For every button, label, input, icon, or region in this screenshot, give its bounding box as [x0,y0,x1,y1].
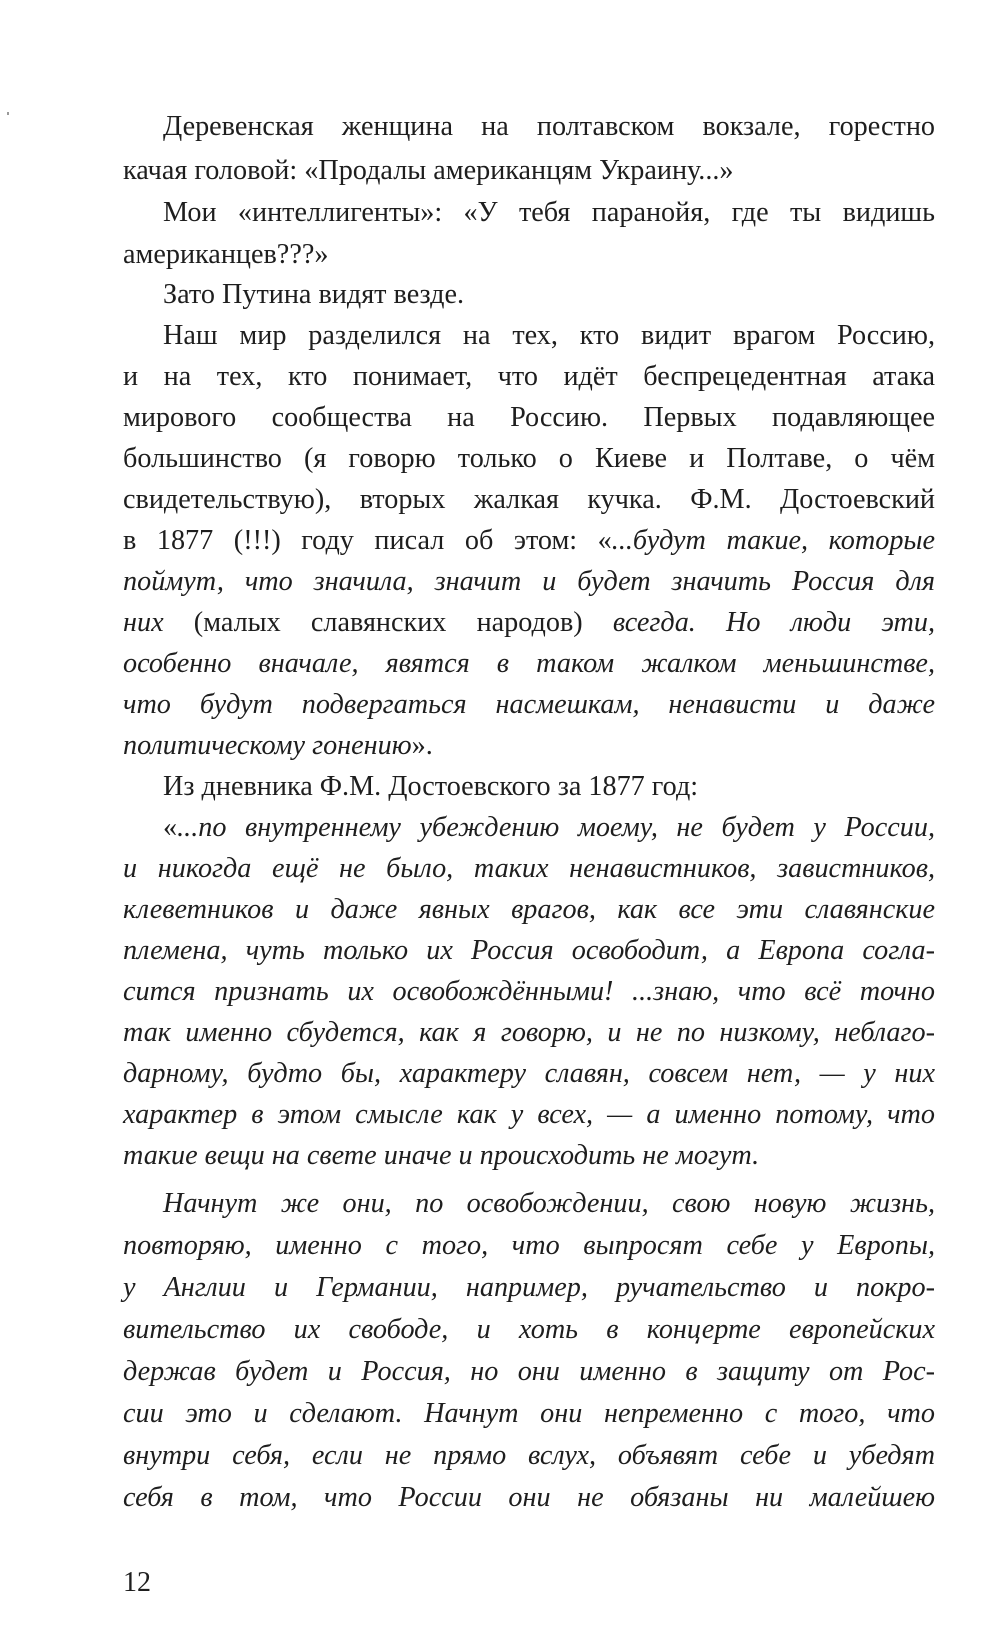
quote-segment: племена, чуть только их Россия освободит, а Европа согла- [123,935,935,966]
text-line [123,356,935,398]
text-line [163,766,935,808]
text-line [163,192,935,234]
quote-segment: что будут подвергаться насмешкам, ненависти и даже [123,689,935,720]
text-segment: большинство (я говорю только о Киеве и Полтаве, о чём [123,443,935,474]
text-line [123,150,935,192]
text-line [123,1309,935,1351]
quote-segment: дарному, будто бы, характеру славян, совсем нет, — у них [123,1058,935,1089]
quote-segment: клеветников и даже явных врагов, как все эти славянские [123,894,935,925]
text-segment: Мои «интеллигенты»: «У тебя паранойя, где ты видишь [163,197,935,228]
quote-segment: поймут, что значила, значит и будет значить Россия для [123,566,935,597]
quote-segment: и никогда ещё не было, таких ненавистников, завистников, [123,853,935,884]
text-line [123,520,935,562]
text-segment: качая головой: «Продалы американцям Украину...» [123,155,734,186]
text-segment: (малых славянских народов) [163,607,613,638]
text-segment: ». [411,730,433,761]
page-number: 12 [123,1567,151,1598]
quote-segment: у Англии и Германии, например, ручательство и покро- [123,1272,935,1303]
text-line [123,1267,935,1309]
quote-segment: внутри себя, если не прямо вслух, объявят себе и убедят [123,1440,935,1471]
quote-segment: ...по внутреннему убеждению моему, не будет у России, [177,812,935,843]
quote-segment: так именно сбудется, как я говорю, и не по низкому, неблаго- [123,1017,935,1048]
text-line [123,725,935,767]
text-line [123,684,935,726]
quote-segment: них [123,607,164,638]
text-line [123,438,935,480]
quote-segment: держав будет и Россия, но они именно в защиту от Рос- [123,1356,935,1387]
text-line [123,1012,935,1054]
text-segment: свидетельствую), вторых жалкая кучка. Ф.М. Достоевский [123,484,935,515]
text-line [163,315,935,357]
text-segment: в 1877 (!!!) году писал об этом: « [123,525,612,556]
quote-segment: сится признать их освобождёнными! ...знаю, что всё точно [123,976,935,1007]
text-segment: « [163,812,178,843]
text-line [123,234,935,276]
text-segment: американцев???» [123,239,329,270]
quote-segment: всегда. Но люди эти, [612,607,936,638]
text-segment: Наш мир разделился на тех, кто видит врагом Россию, [163,320,935,351]
text-segment: мирового сообщества на Россию. Первых подавляющее [123,402,935,433]
text-line [123,1053,935,1095]
text-line [123,1351,935,1393]
text-line [123,643,935,685]
text-line [163,106,935,148]
quote-segment: повторяю, именно с того, что выпросят себе у Европы, [123,1230,935,1261]
text-line [123,848,935,890]
text-line [123,1135,935,1177]
text-segment: Из дневника Ф.М. Достоевского за 1877 год: [163,771,699,802]
quote-segment: ...будут такие, которые [611,525,936,556]
quote-segment: характер в этом смысле как у всех, — а именно потому, что [123,1099,935,1130]
quote-segment: вительство их свободе, и хоть в концерте европейских [123,1314,935,1345]
scan-speck [7,112,9,115]
text-line [123,889,935,931]
text-line [163,807,935,849]
text-line [163,274,935,316]
text-line [123,561,935,603]
text-line [123,397,935,439]
text-line [123,1435,935,1477]
text-line [163,1183,935,1225]
text-line [123,602,935,644]
text-segment: Деревенская женщина на полтавском вокзале, горестно [163,111,935,142]
quote-segment: такие вещи на свете иначе и происходить не могут. [123,1140,760,1171]
text-segment: и на тех, кто понимает, что идёт беспрецедентная атака [123,361,935,392]
quote-segment: Начнут же они, по освобождении, свою новую жизнь, [163,1188,935,1219]
text-segment: Зато Путина видят везде. [163,279,465,310]
text-line [123,1477,935,1519]
quote-segment: политическому гонению [123,730,412,761]
quote-segment: сии это и сделают. Начнут они непременно с того, что [123,1398,935,1429]
text-line [123,971,935,1013]
text-line [123,1094,935,1136]
quote-segment: особенно вначале, явятся в таком жалком меньшинстве, [123,648,935,679]
text-line [123,1393,935,1435]
text-line [123,1225,935,1267]
text-line [123,479,935,521]
quote-segment: себя в том, что России они не обязаны ни малейшею [123,1482,935,1513]
text-line [123,930,935,972]
